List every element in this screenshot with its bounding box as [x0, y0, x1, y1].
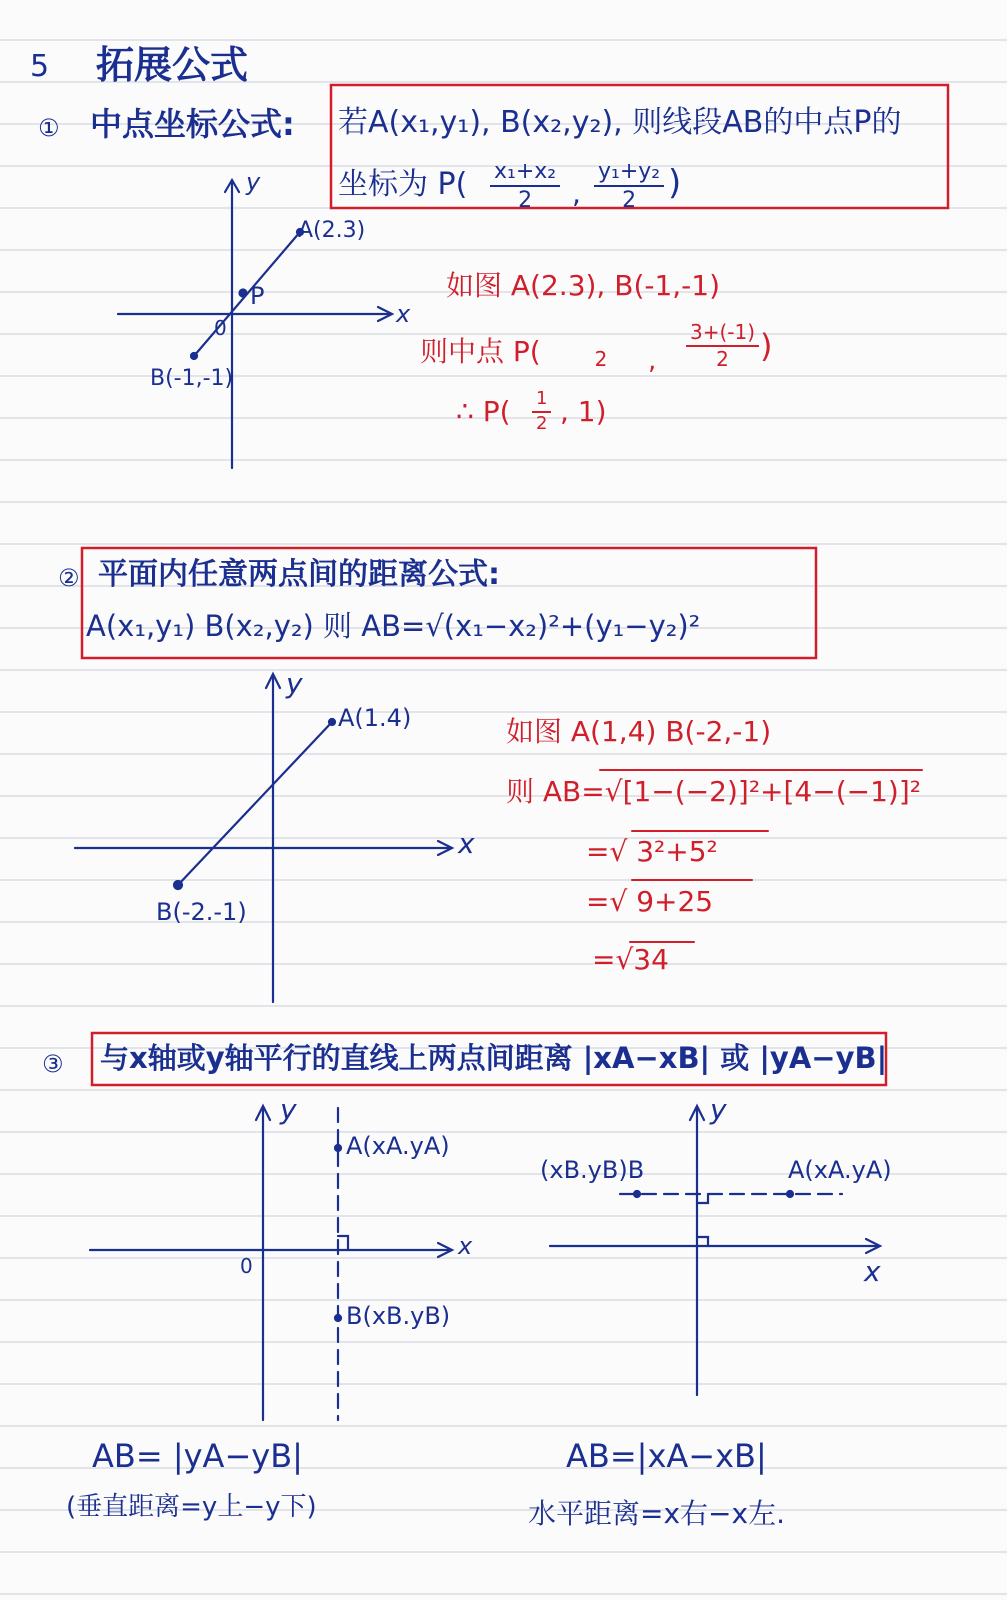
- s1-graph-origin: 0: [214, 316, 227, 340]
- s1-graph-x-label: x: [396, 300, 411, 328]
- s1-point-a-label: A(2.3): [298, 218, 366, 243]
- s3-left-note: (垂直距离=y上−y下): [66, 1492, 317, 1522]
- s2-heading: 平面内任意两点间的距离公式:: [98, 557, 500, 592]
- s2-graph-x-label: x: [458, 827, 475, 860]
- s1-graph-y-label: y: [246, 168, 261, 196]
- s1-example-line2: 则中点 P(: [420, 335, 541, 368]
- s1-formula-line1: 若A(x₁,y₁), B(x₂,y₂), 则线段AB的中点P的: [338, 105, 902, 140]
- segment-ab: [178, 722, 332, 885]
- right-angle-mark: [338, 1236, 348, 1250]
- s2-point-b-label: B(-2.-1): [156, 898, 247, 926]
- s1-fraction-y: $\frac{\text{y₁+y₂}}{2}$: [594, 160, 664, 212]
- point-a: [329, 719, 335, 725]
- s1-example-fraction-y: $\frac{3+(-1)}{2}$: [686, 322, 759, 370]
- section-number: 5: [30, 49, 50, 84]
- s3-left-point-a: A(xA.yA): [346, 1132, 450, 1160]
- s3-left-y-label: y: [280, 1093, 297, 1126]
- point-b: [634, 1191, 640, 1197]
- s1-example-fraction-x: 2: [594, 347, 608, 371]
- s1-point-b-label: B(-1,-1): [150, 366, 234, 391]
- s1-formula-line2: 坐标为 P(: [338, 167, 468, 202]
- point-a: [335, 1145, 341, 1151]
- s3-left-origin: 0: [240, 1254, 253, 1278]
- horizontal-distance-graph: [550, 1106, 880, 1395]
- s3-right-formula: AB=|xA−xB|: [566, 1437, 767, 1475]
- s2-example-line4: =√ 9+25: [586, 885, 714, 918]
- s1-heading: 中点坐标公式:: [90, 105, 295, 143]
- s1-close-paren: ): [668, 163, 682, 203]
- s2-formula: A(x₁,y₁) B(x₂,y₂) 则 AB=√(x₁−x₂)²+(y₁−y₂)²: [86, 609, 701, 643]
- s1-result-suffix: , 1): [560, 395, 607, 428]
- s1-example-close-paren: ): [760, 327, 773, 365]
- s2-example-line5: =√34: [592, 943, 669, 976]
- s3-number: ③: [42, 1050, 64, 1078]
- point-b: [335, 1315, 341, 1321]
- s1-number: ①: [38, 114, 60, 142]
- s2-point-a-label: A(1.4): [338, 704, 412, 732]
- s3-right-y-label: y: [710, 1093, 727, 1126]
- s1-point-p-label: P: [250, 282, 265, 310]
- point-b: [174, 881, 182, 889]
- s2-number: ②: [58, 564, 80, 592]
- s3-left-x-label: x: [458, 1232, 473, 1260]
- s1-result-fraction: $\frac{1}{2}$: [532, 390, 551, 434]
- s2-graph-y-label: y: [286, 667, 303, 700]
- s1-separator: ,: [572, 177, 581, 210]
- point-a: [787, 1191, 793, 1197]
- point-p: [240, 290, 247, 297]
- s2-example-line1: 如图 A(1,4) B(-2,-1): [506, 715, 772, 748]
- page-title: 拓展公式: [96, 43, 249, 87]
- s3-right-note: 水平距离=x右−x左.: [528, 1497, 785, 1530]
- s3-right-x-label: x: [864, 1255, 881, 1288]
- s2-example-line2: 则 AB=√[1−(−2)]²+[4−(−1)]²: [506, 775, 921, 808]
- right-angle-mark-origin: [697, 1237, 708, 1246]
- s3-heading: 与x轴或y轴平行的直线上两点间距离 |xA−xB| 或 |yA−yB|: [100, 1041, 888, 1075]
- s2-example-line3: =√ 3²+5²: [586, 835, 718, 868]
- s3-right-point-b: (xB.yB)B: [540, 1156, 645, 1184]
- s3-left-formula: AB= |yA−yB|: [92, 1437, 303, 1475]
- s1-example-line1: 如图 A(2.3), B(-1,-1): [446, 269, 721, 302]
- s1-example-separator: ,: [648, 346, 657, 376]
- s3-right-point-a: A(xA.yA): [788, 1156, 892, 1184]
- point-b: [191, 353, 197, 359]
- right-angle-mark: [697, 1194, 708, 1203]
- s1-fraction-x: $\frac{\text{x₁+x₂}}{2}$: [490, 160, 560, 212]
- s1-result-prefix: ∴ P(: [456, 395, 511, 428]
- s3-left-point-b: B(xB.yB): [346, 1302, 451, 1330]
